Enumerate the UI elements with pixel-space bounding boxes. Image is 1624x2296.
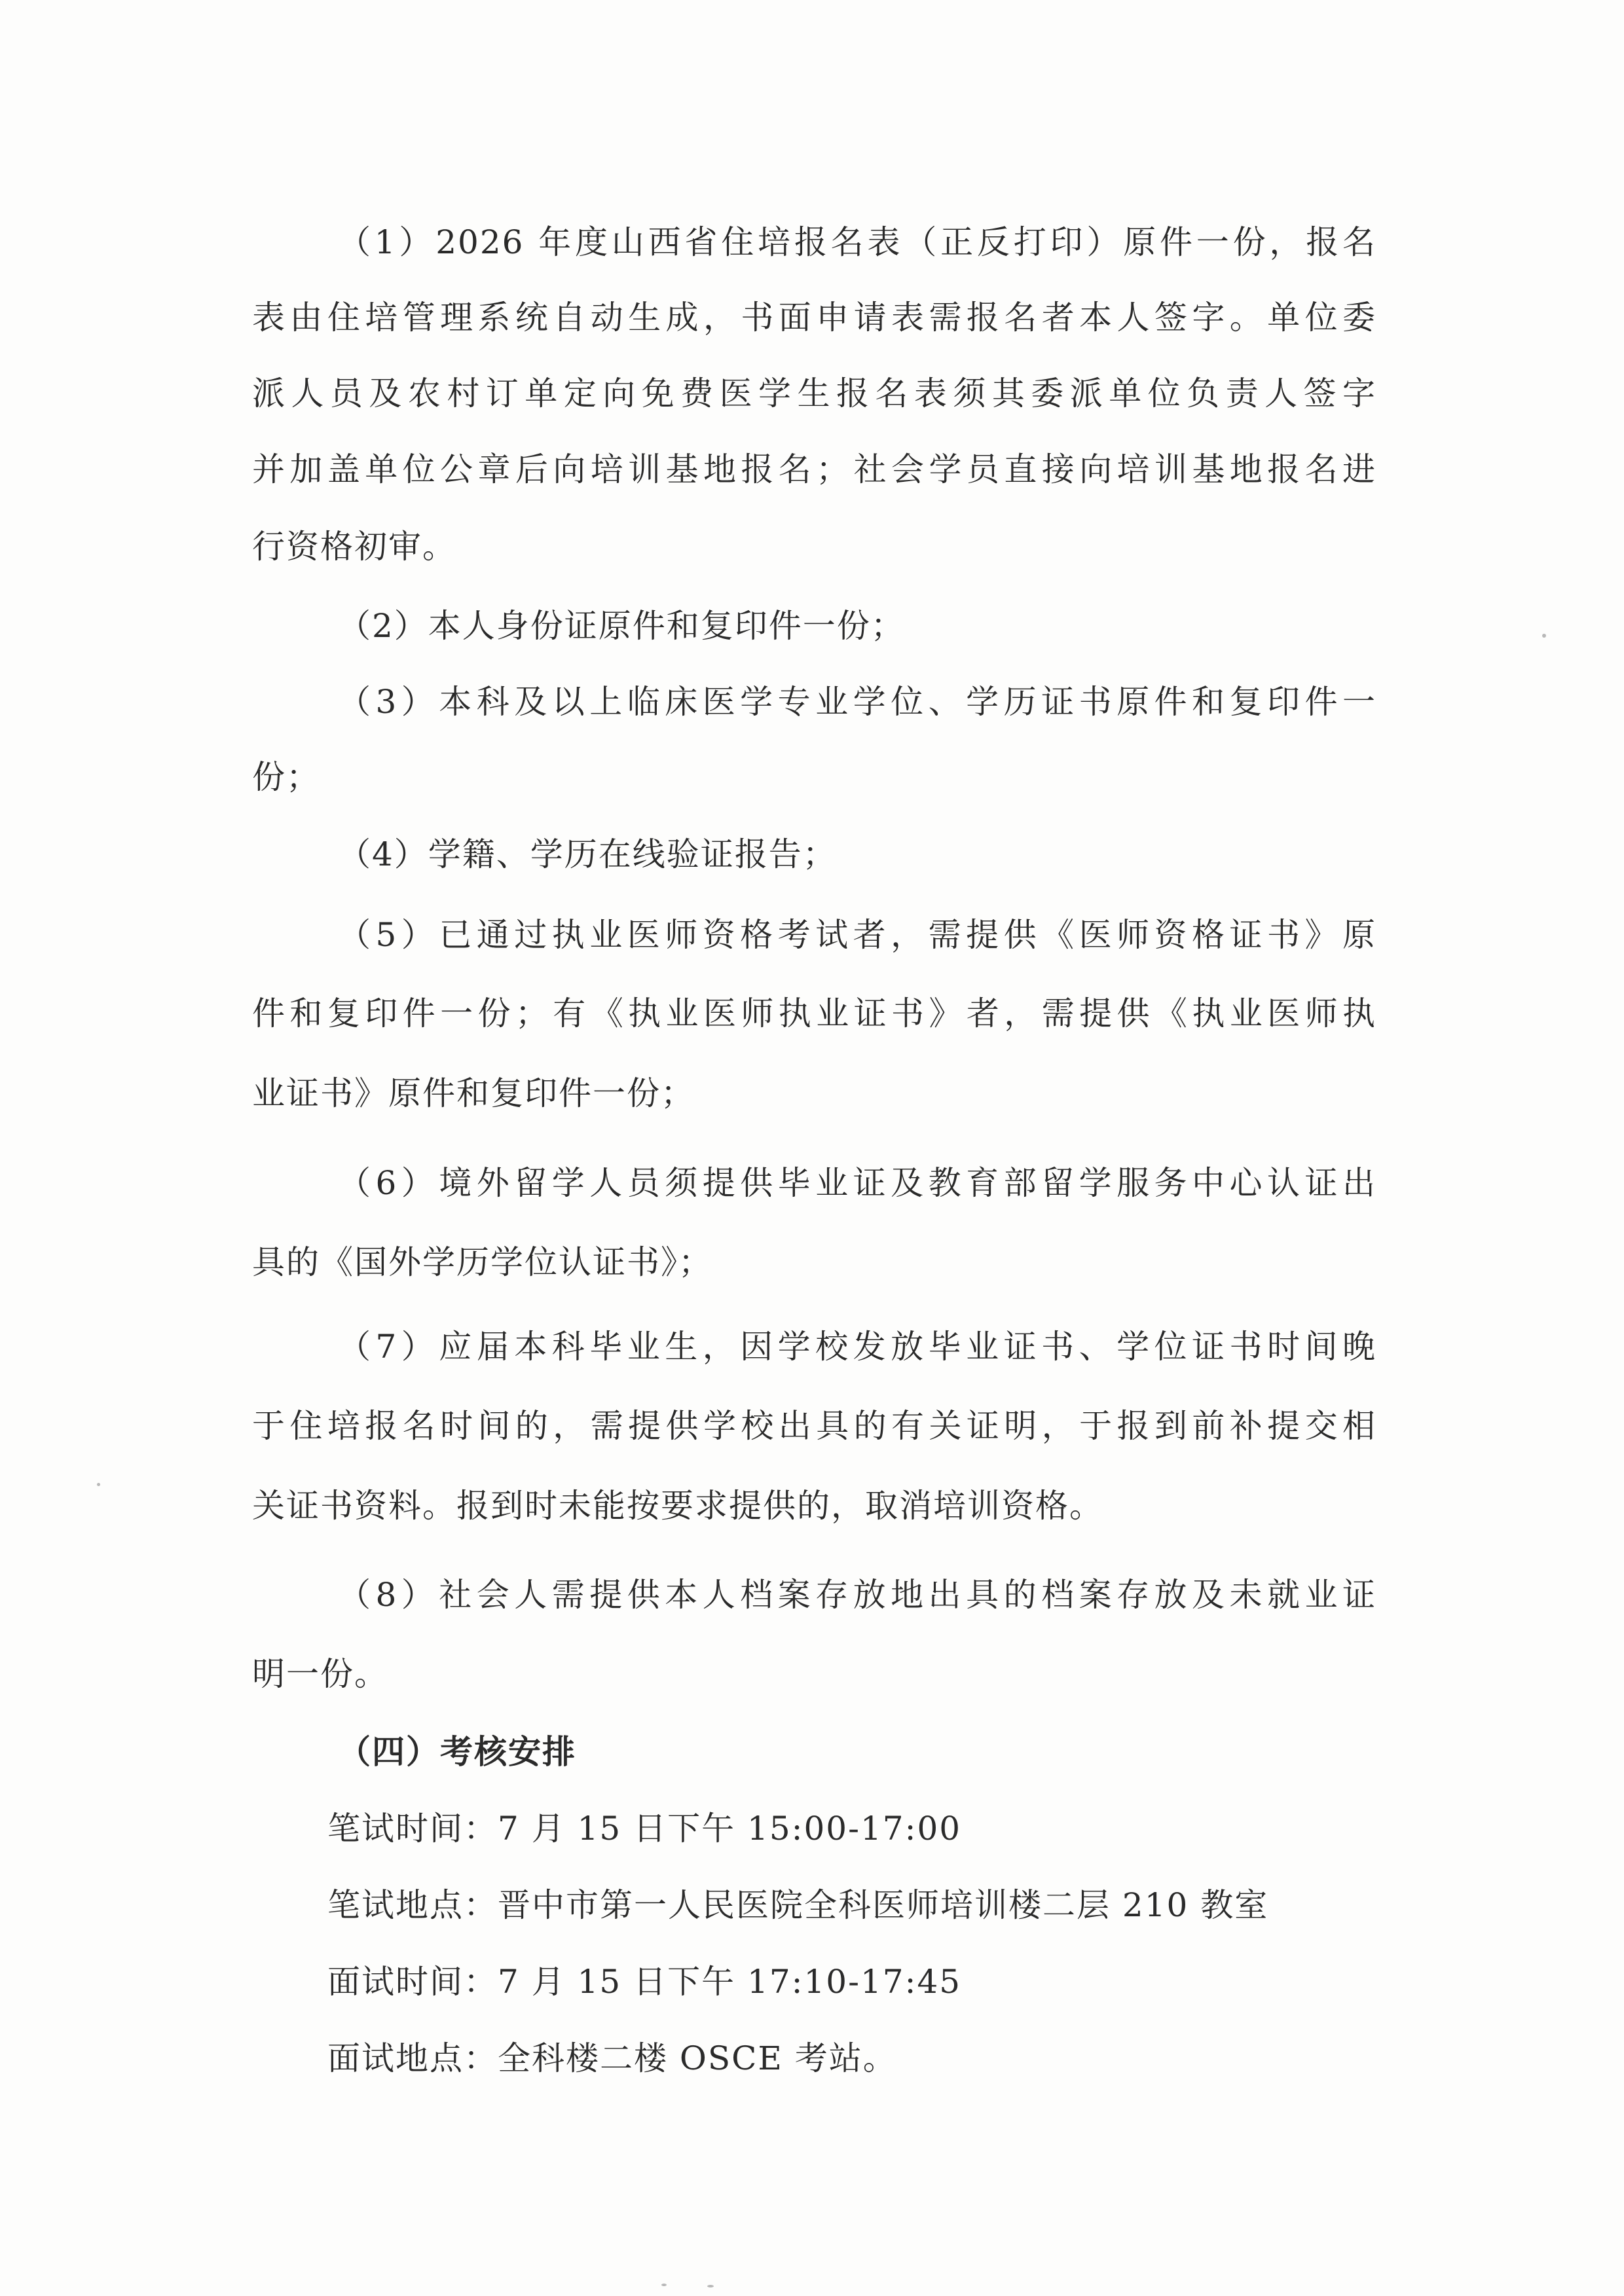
scan-speck [97, 1483, 100, 1486]
item-7-line-1: （7）应届本科毕业生，因学校发放毕业证书、学位证书时间晚 [338, 1328, 1376, 1366]
item-6-line-1: （6）境外留学人员须提供毕业证及教育部留学服务中心认证出 [338, 1164, 1376, 1202]
item-3-line-2: 份； [252, 758, 320, 796]
schedule-interview-location: 面试地点：全科楼二楼 OSCE 考站。 [327, 2039, 897, 2077]
item-1-line-4: 并加盖单位公章后向培训基地报名；社会学员直接向培训基地报名进 [252, 450, 1376, 488]
scan-speck [661, 2284, 667, 2286]
item-6-line-2: 具的《国外学历学位认证书》； [252, 1243, 712, 1281]
item-5-line-2: 件和复印件一份；有《执业医师执业证书》者，需提供《执业医师执 [252, 994, 1376, 1032]
item-1-line-5: 行资格初审。 [252, 528, 456, 566]
item-5-line-1: （5）已通过执业医师资格考试者，需提供《医师资格证书》原 [338, 916, 1376, 954]
item-1-line-2: 表由住培管理系统自动生成，书面申请表需报名者本人签字。单位委 [252, 299, 1376, 337]
item-1-line-3: 派人员及农村订单定向免费医学生报名表须其委派单位负责人签字 [252, 374, 1376, 412]
schedule-interview-time: 面试时间：7 月 15 日下午 17:10-17:45 [327, 1963, 962, 2001]
scan-speck [707, 2285, 714, 2287]
item-8-line-1: （8）社会人需提供本人档案存放地出具的档案存放及未就业证 [338, 1576, 1376, 1614]
item-7-line-3: 关证书资料。报到时未能按要求提供的，取消培训资格。 [252, 1487, 1103, 1525]
section-heading: （四）考核安排 [338, 1732, 576, 1771]
schedule-written-time: 笔试时间：7 月 15 日下午 15:00-17:00 [327, 1810, 962, 1848]
item-5-line-3: 业证书》原件和复印件一份； [252, 1074, 695, 1112]
item-7-line-2: 于住培报名时间的，需提供学校出具的有关证明，于报到前补提交相 [252, 1407, 1376, 1445]
schedule-written-location: 笔试地点：晋中市第一人民医院全科医师培训楼二层 210 教室 [327, 1886, 1269, 1924]
item-4-line-1: （4）学籍、学历在线验证报告； [338, 835, 837, 873]
item-8-line-2: 明一份。 [252, 1655, 388, 1693]
scan-speck [1542, 634, 1546, 638]
item-3-line-1: （3）本科及以上临床医学专业学位、学历证书原件和复印件一 [338, 683, 1376, 721]
item-2-line-1: （2）本人身份证原件和复印件一份； [338, 607, 905, 645]
item-1-line-1: （1）2026 年度山西省住培报名表（正反打印）原件一份，报名 [338, 223, 1376, 261]
